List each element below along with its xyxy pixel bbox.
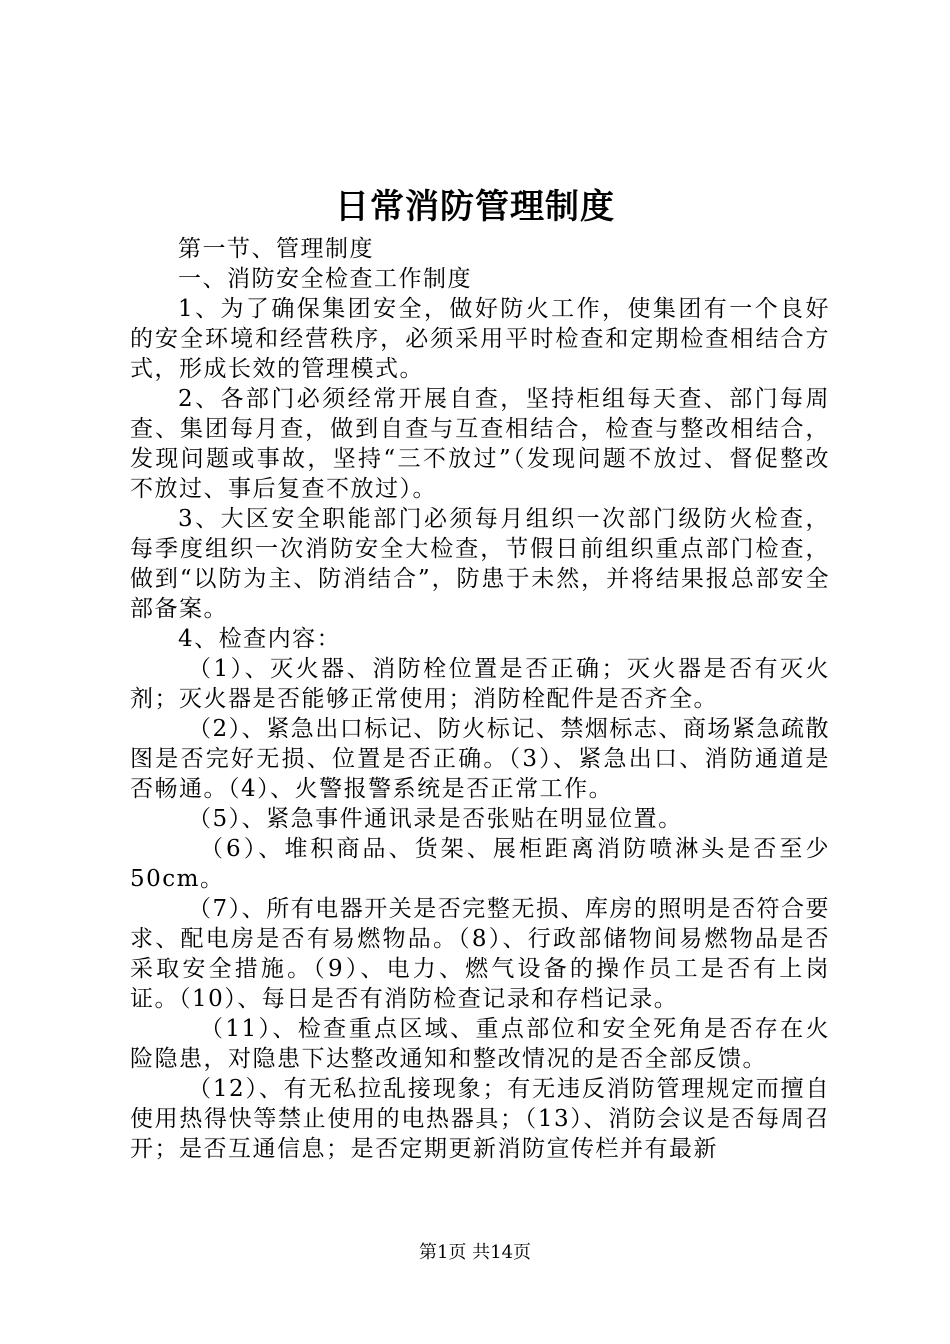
page-footer: 第1页 共14页 <box>418 1242 532 1263</box>
paragraph-1: 1、为了确保集团安全，做好防火工作，使集团有一个良好的安全环境和经营秩序，必须采用平时检查和定期检查相结合方式，形成长效的管理模式。 <box>130 296 830 382</box>
section-heading: 第一节、管理制度 <box>178 236 374 262</box>
check-item-5: （5）、紧急事件通讯录是否张贴在明显位置。 <box>188 806 683 832</box>
check-item-11: （11）、检查重点区域、重点部位和安全死角是否存在火险隐患，对隐患下达整改通知和整改情况的是否全部反馈。 <box>130 1016 830 1072</box>
paragraph-4: 4、检查内容： <box>178 626 342 652</box>
document-title: 日常消防管理制度 <box>335 187 615 227</box>
check-item-2-4: （2）、紧急出口标记、防火标记、禁烟标志、商场紧急疏散图是否完好无损、位置是否正确。（3）、紧急出口、消防通道是否畅通。（4）、火警报警系统是否正常工作。 <box>130 716 830 802</box>
check-item-12-13: （12）、有无私拉乱接现象；有无违反消防管理规定而擅自使用热得快等禁止使用的电热器具；（13）、消防会议是否每周召开；是否互通信息；是否定期更新消防宣传栏并有最新 <box>130 1076 830 1162</box>
paragraph-3: 3、大区安全职能部门必须每月组织一次部门级防火检查，每季度组织一次消防安全大检查，节假日前组织重点部门检查，做到“以防为主、防消结合”，防患于未然，并将结果报总部安全部备案。 <box>130 506 830 622</box>
document-body <box>130 234 830 1164</box>
check-item-6: （6）、堆积商品、货架、展柜距离消防喷淋头是否至少50cm。 <box>130 836 830 892</box>
paragraph-2: 2、各部门必须经常开展自查，坚持柜组每天查、部门每周查、集团每月查，做到自查与互查相结合，检查与整改相结合，发现问题或事故，坚持“三不放过”（发现问题不放过、督促整改不放过、事后复查不放过）。 <box>130 386 830 502</box>
check-item-1: （1）、灭火器、消防栓位置是否正确；灭火器是否有灭火剂；灭火器是否能够正常使用；消防栓配件是否齐全。 <box>130 656 830 712</box>
check-item-7-10: （7）、所有电器开关是否完整无损、库房的照明是否符合要求、配电房是否有易燃物品。（8）、行政部储物间易燃物品是否采取安全措施。（9）、电力、燃气设备的操作员工是否有上岗证。（10）、每日是否有消防检查记录和存档记录。 <box>130 896 830 1012</box>
subsection-heading: 一、消防安全检查工作制度 <box>178 266 472 292</box>
